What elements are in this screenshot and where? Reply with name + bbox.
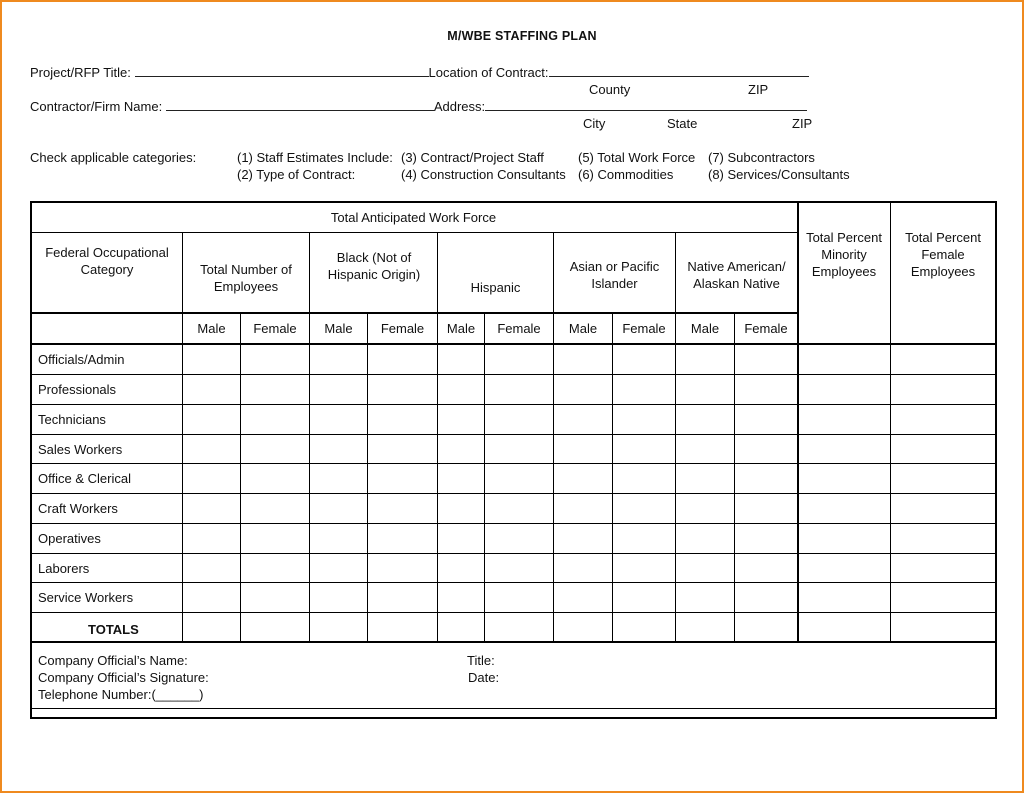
- row-label-professionals: Professionals: [38, 382, 117, 397]
- female-header: Female: [380, 321, 425, 336]
- official-name-label: Company Official’s Name:: [38, 653, 188, 668]
- male-header: Male: [446, 321, 476, 336]
- zip-caption-2: ZIP: [792, 116, 813, 131]
- category-4[interactable]: (4) Construction Consultants: [401, 167, 566, 182]
- category-1[interactable]: (1) Staff Estimates Include:: [237, 150, 393, 165]
- federal-category-header: Federal Occupational Category: [45, 245, 169, 277]
- row-label-office-clerical: Office & Clerical: [38, 471, 131, 486]
- address-label: Address:: [433, 99, 486, 114]
- address-field[interactable]: [485, 98, 807, 111]
- county-caption: County: [589, 82, 631, 97]
- male-header: Male: [324, 321, 353, 336]
- check-categories-label: Check applicable categories:: [30, 150, 197, 165]
- state-caption: State: [667, 116, 698, 131]
- category-2[interactable]: (2) Type of Contract:: [237, 167, 356, 182]
- contractor-field[interactable]: [166, 98, 434, 111]
- native-header: Native American/ Alaskan Native: [687, 259, 786, 291]
- asian-header: Asian or Pacific Islander: [569, 259, 660, 291]
- totals-label: TOTALS: [88, 622, 139, 637]
- male-header: Male: [197, 321, 226, 336]
- official-signature-label: Company Official’s Signature:: [38, 670, 209, 685]
- row-label-service: Service Workers: [38, 590, 134, 605]
- form-title: M/WBE STAFFING PLAN: [447, 29, 597, 43]
- project-row: [30, 64, 809, 80]
- female-header: Female: [497, 321, 541, 336]
- black-header: Black (Not of Hispanic Origin): [327, 250, 421, 282]
- pct-minority-header: Total Percent Minority Employees: [806, 229, 882, 279]
- total-number-header: Total Number of Employees: [200, 262, 292, 294]
- contractor-label: Contractor/Firm Name:: [30, 99, 163, 114]
- row-label-sales: Sales Workers: [38, 441, 123, 457]
- female-header: Female: [253, 321, 297, 336]
- row-label-craft: Craft Workers: [38, 501, 118, 516]
- location-label: Location of Contract:: [428, 65, 549, 80]
- total-anticipated-header: Total Anticipated Work Force: [330, 210, 497, 225]
- city-caption: City: [583, 116, 606, 131]
- category-5[interactable]: (5) Total Work Force: [578, 150, 696, 165]
- hispanic-header: Hispanic: [470, 279, 521, 295]
- project-label: Project/RFP Title:: [30, 65, 131, 80]
- row-label-technicians: Technicians: [38, 412, 106, 427]
- title-label: Title:: [467, 653, 495, 668]
- category-3[interactable]: (3) Contract/Project Staff: [401, 150, 544, 165]
- pct-female-header: Total Percent Female Employees: [905, 229, 981, 279]
- telephone-label: Telephone Number:(______): [38, 687, 204, 702]
- row-label-operatives: Operatives: [38, 531, 101, 546]
- male-header: Male: [568, 321, 598, 336]
- date-label: Date:: [468, 670, 500, 685]
- row-label-laborers: Laborers: [38, 560, 90, 576]
- category-7[interactable]: (7) Subcontractors: [708, 150, 815, 165]
- staffing-table: [30, 201, 997, 719]
- category-6[interactable]: (6) Commodities: [578, 167, 674, 182]
- category-8[interactable]: (8) Services/Consultants: [708, 167, 850, 182]
- male-header: Male: [690, 321, 720, 336]
- row-label-officials: Officials/Admin: [38, 352, 125, 367]
- contractor-row: [30, 98, 807, 114]
- project-title-field[interactable]: [135, 64, 429, 77]
- zip-caption: ZIP: [748, 82, 769, 97]
- female-header: Female: [744, 321, 788, 336]
- location-field[interactable]: [549, 64, 809, 77]
- female-header: Female: [622, 321, 666, 336]
